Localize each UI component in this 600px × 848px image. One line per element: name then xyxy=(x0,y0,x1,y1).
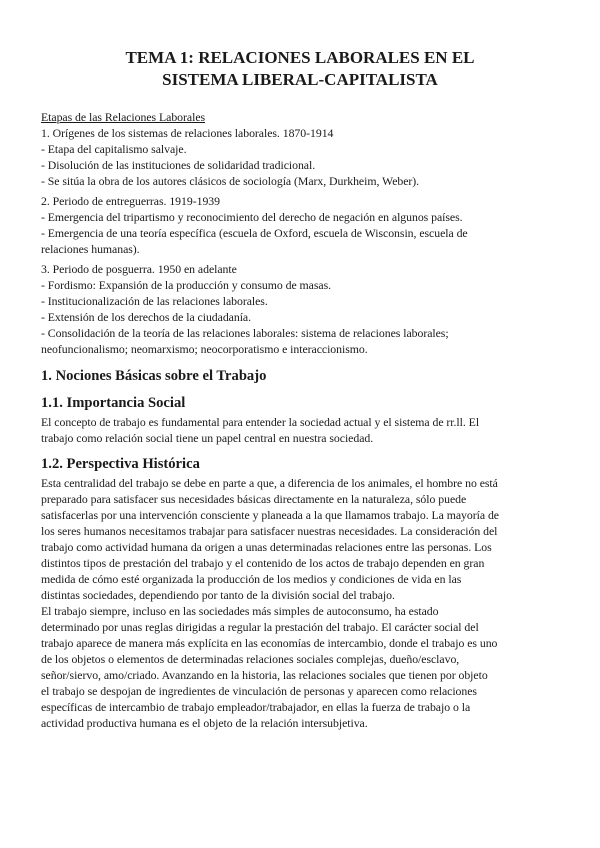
subsection-1-1-heading: 1.1. Importancia Social xyxy=(41,395,186,411)
paragraph-line: de los objetos o elementos de determinadas relaciones sociales complejas, dueño/esclavo, xyxy=(41,652,460,666)
etapa-3-heading: 3. Periodo de posguerra. 1950 en adelante xyxy=(41,262,237,276)
etapa-3-item-continued: neofuncionalismo; neomarxismo; neocorporatismo e interaccionismo. xyxy=(41,342,368,356)
document-title xyxy=(40,47,560,91)
paragraph-line: el trabajo se despojan de ingredientes de vinculación de personas y aparecen como relaciones xyxy=(41,684,477,698)
title-line-1: TEMA 1: RELACIONES LABORALES EN EL xyxy=(125,48,475,67)
etapa-1-item: - Etapa del capitalismo salvaje. xyxy=(41,142,187,156)
etapa-2-item: - Emergencia del tripartismo y reconocimiento del derecho de negación en algunos países. xyxy=(41,210,463,224)
etapa-1-item: - Disolución de las instituciones de solidaridad tradicional. xyxy=(41,158,316,172)
etapa-2-heading: 2. Periodo de entreguerras. 1919-1939 xyxy=(41,194,220,208)
paragraph-line: El concepto de trabajo es fundamental para entender la sociedad actual y el sistema de rr.ll. El xyxy=(41,415,480,429)
paragraph-line: distintas sociedades, dependiendo por tanto de la división social del trabajo. xyxy=(41,588,395,602)
subsection-1-2-heading: 1.2. Perspectiva Histórica xyxy=(41,456,200,472)
etapa-2-item: - Emergencia de una teoría específica (escuela de Oxford, escuela de Wisconsin, escuela de xyxy=(41,226,468,240)
paragraph-line: preparado para satisfacer sus necesidades básicas directamente en la naturaleza, sólo puede xyxy=(41,492,467,506)
paragraph-line: satisfacerlas por una intervención consciente y planeada a la que llamamos trabajo. La mayoría de xyxy=(41,508,499,522)
paragraph-line: actividad productiva humana es el objeto de la relación intersubjetiva. xyxy=(41,716,368,730)
paragraph-line: Esta centralidad del trabajo se debe en parte a que, a diferencia de los animales, el hombre no está xyxy=(41,476,498,490)
paragraph-line: determinado por unas reglas dirigidas a regular la prestación del trabajo. El carácter social del xyxy=(41,620,479,634)
title-line-2: SISTEMA LIBERAL-CAPITALISTA xyxy=(162,70,438,89)
etapa-1-heading: 1. Orígenes de los sistemas de relaciones laborales. 1870-1914 xyxy=(41,126,334,140)
etapa-3-item: - Fordismo: Expansión de la producción y consumo de masas. xyxy=(41,278,332,292)
etapas-heading: Etapas de las Relaciones Laborales xyxy=(41,110,206,124)
paragraph-line: trabajo como relación social tiene un papel central en nuestra sociedad. xyxy=(41,431,374,445)
etapa-1-item: - Se sitúa la obra de los autores clásicos de sociología (Marx, Durkheim, Weber). xyxy=(41,174,420,188)
etapa-2-item-continued: relaciones humanas). xyxy=(41,242,140,256)
section-1-heading: 1. Nociones Básicas sobre el Trabajo xyxy=(41,368,267,384)
paragraph-line: El trabajo siempre, incluso en las sociedades más simples de autoconsumo, ha estado xyxy=(41,604,439,618)
paragraph-line: específicas de intercambio de trabajo empleador/trabajador, en ellas la fuerza de trabajo o la xyxy=(41,700,471,714)
paragraph-line: los seres humanos necesitamos trabajar para satisfacer nuestras necesidades. La consideración del xyxy=(41,524,498,538)
paragraph-line: señor/siervo, amo/criado. Avanzando en la historia, las relaciones sociales que tienen por objeto xyxy=(41,668,488,682)
etapa-3-item: - Institucionalización de las relaciones laborales. xyxy=(41,294,268,308)
paragraph-line: distintos tipos de prestación del trabajo y el contenido de los actos de trabajo dependen en gran xyxy=(41,556,485,570)
etapa-3-item: - Extensión de los derechos de la ciudadanía. xyxy=(41,310,252,324)
etapa-3-item: - Consolidación de la teoría de las relaciones laborales: sistema de relaciones laborales; xyxy=(41,326,449,340)
paragraph-line: medida de cómo esté organizada la producción de los medios y condiciones de vida en las xyxy=(41,572,462,586)
document-body xyxy=(41,109,561,731)
paragraph-line: trabajo aparece de manera más explícita en las economías de intercambio, donde el trabajo es uno xyxy=(41,636,498,650)
paragraph-line: trabajo como actividad humana da origen a unas determinadas relaciones entre las personas. Los xyxy=(41,540,492,554)
